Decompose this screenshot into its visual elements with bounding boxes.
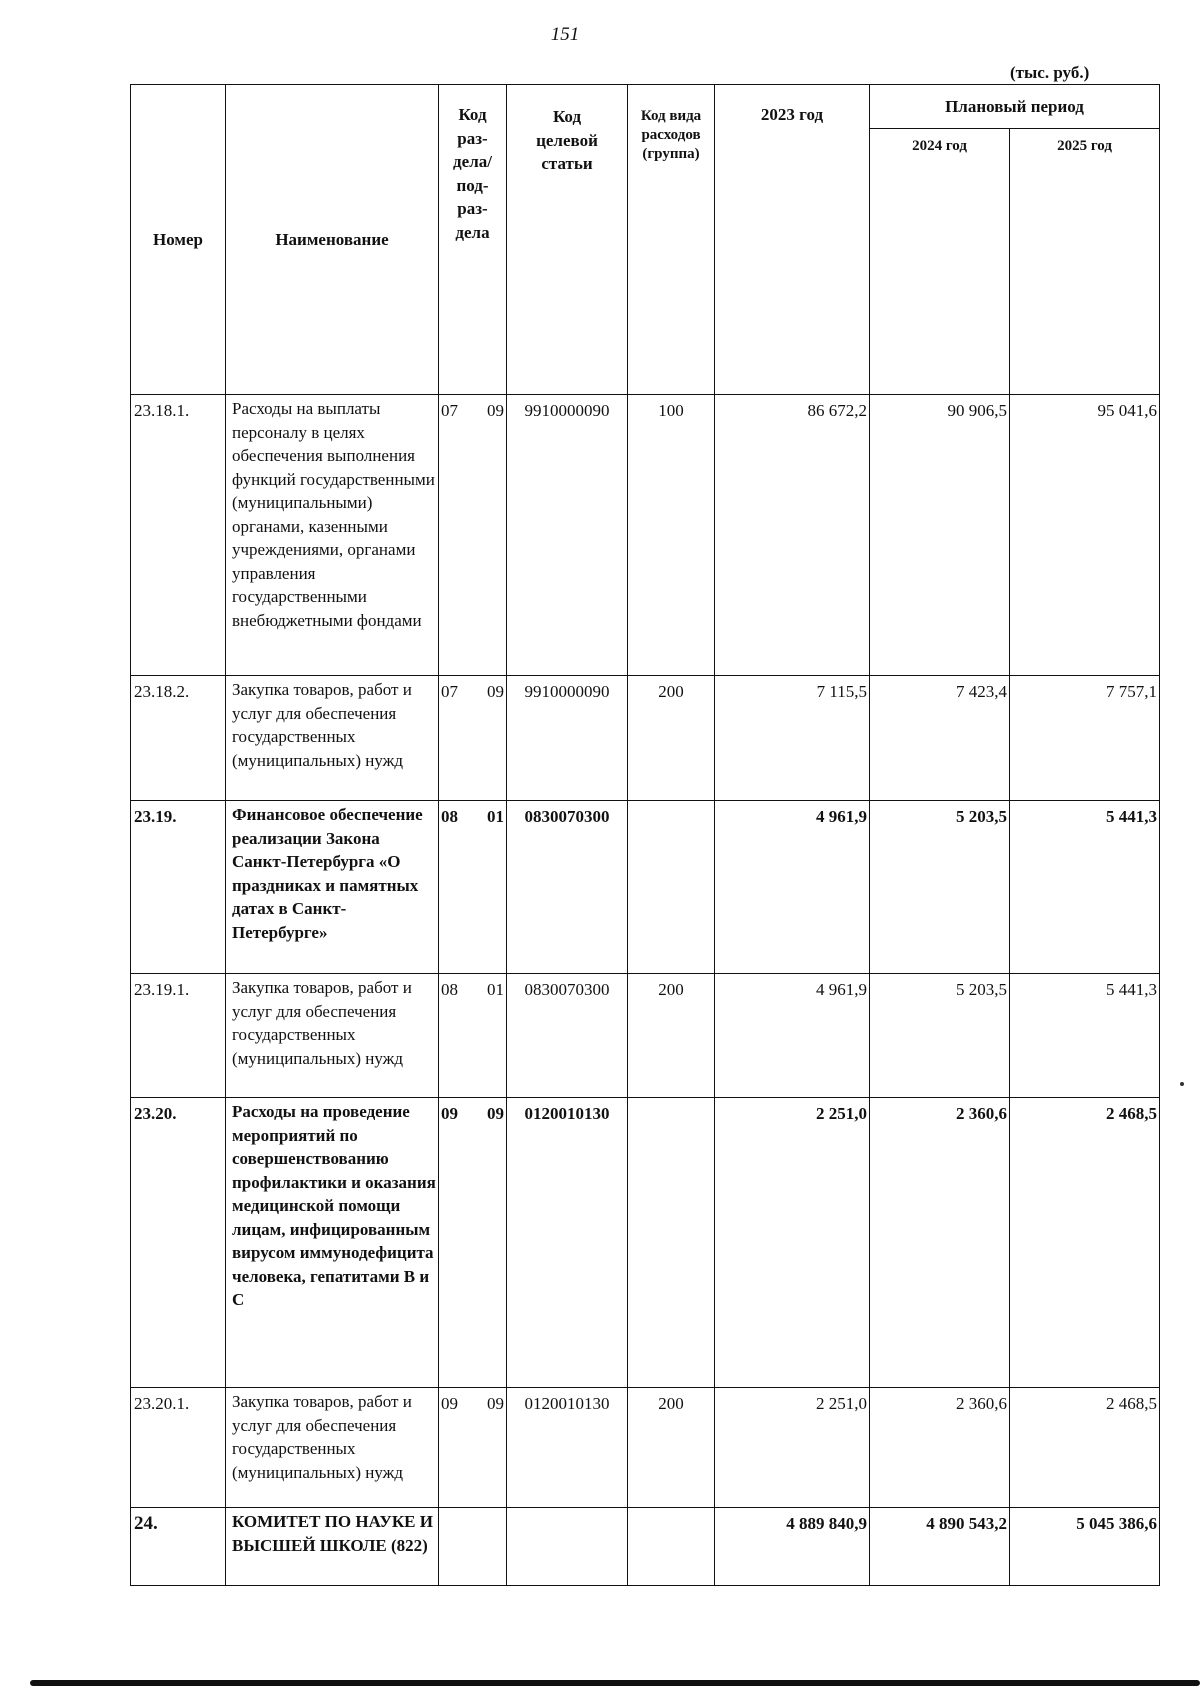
section-code-cell xyxy=(439,1098,507,1388)
section-code: 09 xyxy=(441,1394,458,1413)
target-code: 0830070300 xyxy=(507,974,628,1098)
header-expense-type: Код вида расходов (группа) xyxy=(628,85,715,395)
header-number: Номер xyxy=(131,85,226,395)
value-2023: 86 672,2 xyxy=(715,395,870,676)
target-code: 9910000090 xyxy=(507,395,628,676)
value-2024: 5 203,5 xyxy=(870,974,1010,1098)
value-2025: 95 041,6 xyxy=(1010,395,1160,676)
section-code-cell xyxy=(439,1388,507,1508)
row-number: 23.20.1. xyxy=(131,1388,226,1508)
expense-type: 200 xyxy=(628,974,715,1098)
value-2025: 5 441,3 xyxy=(1010,974,1160,1098)
value-2025: 7 757,1 xyxy=(1010,676,1160,801)
section-code-cell xyxy=(439,974,507,1098)
value-2023: 7 115,5 xyxy=(715,676,870,801)
scan-speck xyxy=(1180,1082,1184,1086)
table-row xyxy=(131,1388,1160,1508)
target-code: 0830070300 xyxy=(507,801,628,974)
subsection-code: 09 xyxy=(487,682,504,701)
row-number: 23.20. xyxy=(131,1098,226,1388)
value-2025: 2 468,5 xyxy=(1010,1098,1160,1388)
expense-type: 100 xyxy=(628,395,715,676)
section-code-cell xyxy=(439,1508,507,1586)
row-number: 23.19.1. xyxy=(131,974,226,1098)
target-code: 0120010130 xyxy=(507,1388,628,1508)
value-2023: 4 961,9 xyxy=(715,974,870,1098)
value-2023: 4 889 840,9 xyxy=(715,1508,870,1586)
expense-type: 200 xyxy=(628,1388,715,1508)
section-code: 08 xyxy=(441,980,458,999)
value-2023: 2 251,0 xyxy=(715,1388,870,1508)
expense-type xyxy=(628,801,715,974)
header-2023: 2023 год xyxy=(715,85,870,395)
value-2024: 7 423,4 xyxy=(870,676,1010,801)
value-2024: 2 360,6 xyxy=(870,1098,1010,1388)
section-code: 07 xyxy=(441,401,458,420)
expense-type xyxy=(628,1508,715,1586)
target-code: 0120010130 xyxy=(507,1098,628,1388)
row-name: Закупка товаров, работ и услуг для обеспечения государственных (муниципальных) нужд xyxy=(226,974,439,1098)
scan-edge-bar xyxy=(30,1680,1200,1686)
value-2023: 4 961,9 xyxy=(715,801,870,974)
value-2025: 5 441,3 xyxy=(1010,801,1160,974)
row-number: 23.18.1. xyxy=(131,395,226,676)
section-code-cell xyxy=(439,801,507,974)
header-target-code: Код целевой статьи xyxy=(507,85,628,395)
row-number: 23.19. xyxy=(131,801,226,974)
row-name: КОМИТЕТ ПО НАУКЕ И ВЫСШЕЙ ШКОЛЕ (822) xyxy=(226,1508,439,1586)
table-row-total xyxy=(131,1508,1160,1586)
target-code: 9910000090 xyxy=(507,676,628,801)
value-2025: 5 045 386,6 xyxy=(1010,1508,1160,1586)
section-code: 07 xyxy=(441,682,458,701)
section-code-cell xyxy=(439,395,507,676)
table-row xyxy=(131,974,1160,1098)
table-row xyxy=(131,801,1160,974)
header-2025: 2025 год xyxy=(1010,129,1160,395)
value-2024: 90 906,5 xyxy=(870,395,1010,676)
row-number: 23.18.2. xyxy=(131,676,226,801)
page-number: 151 xyxy=(550,24,580,45)
table-row xyxy=(131,395,1160,676)
value-2024: 2 360,6 xyxy=(870,1388,1010,1508)
section-code-cell xyxy=(439,676,507,801)
value-2024: 5 203,5 xyxy=(870,801,1010,974)
row-name: Расходы на выплаты персоналу в целях обеспечения выполнения функций государственными (муниципальными) органами, казенными учреждениями, органами управления государственными внебюджетными фондами xyxy=(226,395,439,676)
units-label: (тыс. руб.) xyxy=(1010,63,1090,82)
header-name: Наименование xyxy=(226,85,439,395)
subsection-code: 09 xyxy=(487,401,504,420)
table-row xyxy=(131,1098,1160,1388)
row-name: Закупка товаров, работ и услуг для обеспечения государственных (муниципальных) нужд xyxy=(226,1388,439,1508)
budget-table xyxy=(130,84,1160,1586)
row-name: Закупка товаров, работ и услуг для обеспечения государственных (муниципальных) нужд xyxy=(226,676,439,801)
section-code: 08 xyxy=(441,807,458,826)
header-section-code: Код раз-дела/ под-раз-дела xyxy=(439,85,507,395)
subsection-code: 09 xyxy=(487,1104,504,1123)
value-2025: 2 468,5 xyxy=(1010,1388,1160,1508)
section-code: 09 xyxy=(441,1104,458,1123)
row-name: Финансовое обеспечение реализации Закона Санкт-Петербурга «О праздниках и памятных датах в Санкт-Петербурге» xyxy=(226,801,439,974)
target-code xyxy=(507,1508,628,1586)
header-2024: 2024 год xyxy=(870,129,1010,395)
header-planning-period: Плановый период xyxy=(870,85,1160,129)
expense-type: 200 xyxy=(628,676,715,801)
value-2024: 4 890 543,2 xyxy=(870,1508,1010,1586)
subsection-code: 01 xyxy=(487,980,504,999)
subsection-code: 01 xyxy=(487,807,504,826)
value-2023: 2 251,0 xyxy=(715,1098,870,1388)
row-number: 24. xyxy=(131,1508,226,1586)
subsection-code: 09 xyxy=(487,1394,504,1413)
table-row xyxy=(131,676,1160,801)
row-name: Расходы на проведение мероприятий по совершенствованию профилактики и оказания медицинской помощи лицам, инфицированным вирусом иммунодефицита человека, гепатитами В и С xyxy=(226,1098,439,1388)
expense-type xyxy=(628,1098,715,1388)
